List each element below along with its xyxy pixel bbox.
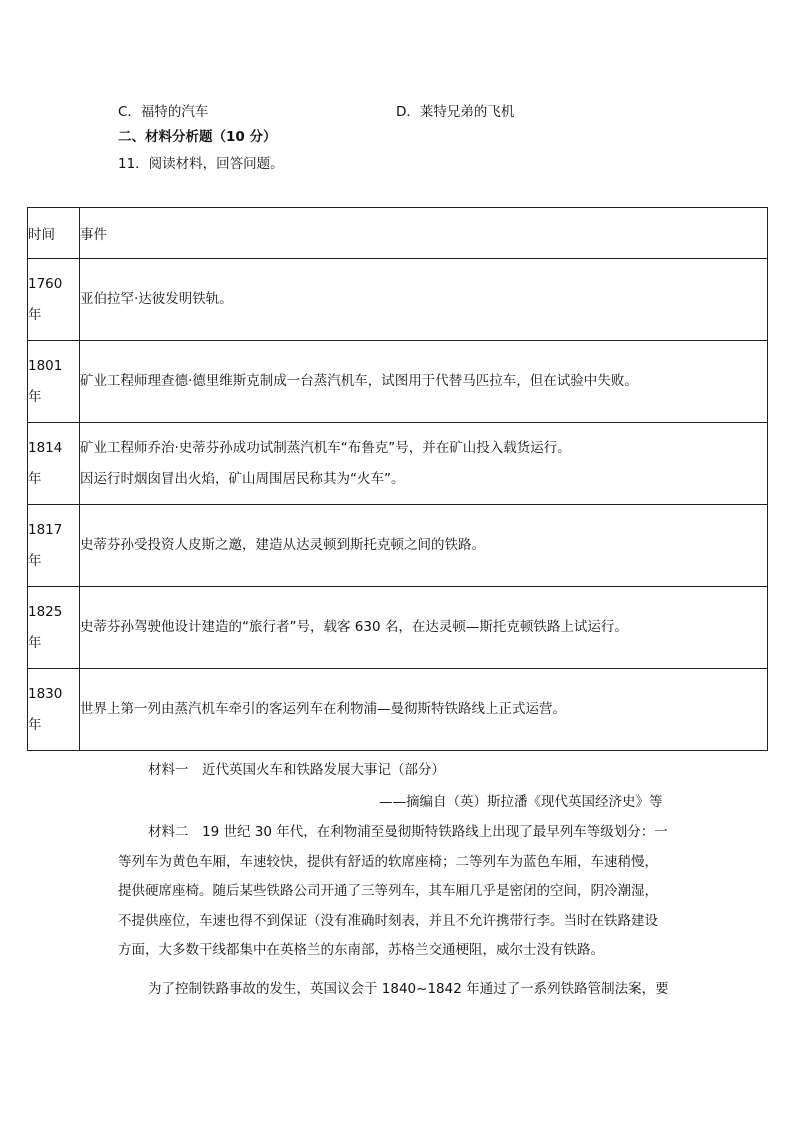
paragraph-line: 等列车为黄色车厢，车速较快，提供有舒适的软席座椅；二等列车为蓝色车厢，车速稍慢， <box>118 853 658 870</box>
paragraph-3 <box>118 975 678 1005</box>
event-cell <box>80 587 768 669</box>
event-cell <box>80 669 768 751</box>
event-text: 矿业工程师乔治·史蒂芬孙成功试制蒸汽机车“布鲁克”号，并在矿山投入载货运行。 <box>80 439 571 456</box>
header-event: 事件 <box>80 208 768 259</box>
time-cell <box>28 505 80 587</box>
event-text: 矿业工程师理查德·德里维斯克制成一台蒸汽机车，试图用于代替马匹拉车，但在试验中失败。 <box>80 373 638 389</box>
option-c: C．福特的汽车 <box>118 104 209 120</box>
time-cell <box>28 259 80 341</box>
year: 1760 <box>28 275 63 292</box>
table-row <box>28 341 768 423</box>
section-title: 二、材料分析题（10 分） <box>118 129 277 145</box>
year-unit: 年 <box>28 634 42 651</box>
paragraph-line: 为了控制铁路事故的发生，英国议会于 1840~1842 年通过了一系列铁路管制法案，要 <box>148 981 669 997</box>
material1-caption: 材料一 近代英国火车和铁路发展大事记（部分） <box>148 762 445 778</box>
paragraph-line: 提供硬席座椅。随后某些铁路公司开通了三等列车，其车厢几乎是密闭的空间，阴冷潮湿， <box>118 883 658 899</box>
year-unit: 年 <box>28 470 42 487</box>
paragraph-line: 方面，大多数干线都集中在英格兰的东南部，苏格兰交通梗阻，威尔士没有铁路。 <box>118 942 604 958</box>
event-text: 因运行时烟囱冒出火焰，矿山周围居民称其为“火车”。 <box>80 470 405 487</box>
year-unit: 年 <box>28 552 42 569</box>
year: 1801 <box>28 357 63 374</box>
time-cell <box>28 423 80 505</box>
year-unit: 年 <box>28 388 42 405</box>
table-row <box>28 259 768 341</box>
table-row <box>28 423 768 505</box>
year-unit: 年 <box>28 306 42 323</box>
year: 1817 <box>28 521 63 538</box>
event-text: 亚伯拉罕·达彼发明铁轨。 <box>80 291 233 307</box>
year: 1830 <box>28 685 63 702</box>
event-cell <box>80 423 768 505</box>
events-table <box>27 207 768 751</box>
event-cell <box>80 505 768 587</box>
option-d: D．莱特兄弟的飞机 <box>396 104 515 120</box>
year-unit: 年 <box>28 716 42 733</box>
time-cell <box>28 669 80 751</box>
event-cell <box>80 259 768 341</box>
event-text: 世界上第一列由蒸汽机车牵引的客运列车在利物浦—曼彻斯特铁路线上正式运营。 <box>80 701 566 717</box>
table-row <box>28 587 768 669</box>
material2-paragraph <box>118 818 678 966</box>
event-cell <box>80 341 768 423</box>
paragraph-line: 材料二 19 世纪 30 年代，在利物浦至曼彻斯特铁路线上出现了最早列车等级划分：一 <box>148 824 668 840</box>
table-row <box>28 669 768 751</box>
header-time: 时间 <box>28 208 80 259</box>
year: 1825 <box>28 603 63 620</box>
year: 1814 <box>28 439 63 456</box>
question-11: 11．阅读材料，回答问题。 <box>118 156 284 172</box>
material1-source: ——摘编自（英）斯拉潘《现代英国经济史》等 <box>379 794 663 810</box>
table-row <box>28 505 768 587</box>
table-header-row <box>28 208 768 259</box>
event-text: 史蒂芬孙驾驶他设计建造的“旅行者”号，载客 630 名，在达灵顿—斯托克顿铁路上试运行。 <box>80 619 628 635</box>
event-text: 史蒂芬孙受投资人皮斯之邀，建造从达灵顿到斯托克顿之间的铁路。 <box>80 537 485 553</box>
time-cell <box>28 341 80 423</box>
time-cell <box>28 587 80 669</box>
paragraph-line: 不提供座位，车速也得不到保证（没有准确时刻表，并且不允许携带行李。当时在铁路建设 <box>118 912 658 929</box>
